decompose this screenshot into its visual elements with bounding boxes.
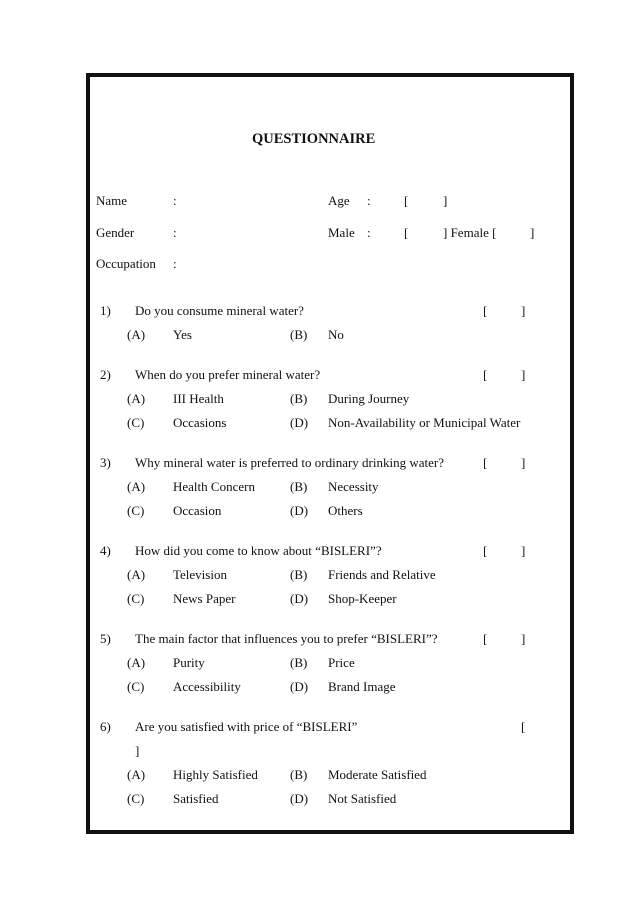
option-text[interactable]: Purity xyxy=(173,655,205,670)
option-label: (B) xyxy=(290,391,308,406)
option-text[interactable]: Satisfied xyxy=(173,791,219,806)
option-label: (D) xyxy=(290,503,309,518)
option-label: (C) xyxy=(127,679,145,694)
option-label: (D) xyxy=(290,591,309,606)
option-text[interactable]: Accessibility xyxy=(173,679,241,694)
occupation-label: Occupation xyxy=(96,256,156,271)
age-label: Age xyxy=(328,193,350,208)
gender-colon: : xyxy=(173,225,177,240)
option-text[interactable]: Price xyxy=(328,655,355,670)
question-text: Do you consume mineral water? xyxy=(135,303,304,318)
option-text[interactable]: Occasion xyxy=(173,503,222,518)
question-number: 2) xyxy=(100,367,111,382)
option-text[interactable]: Occasions xyxy=(173,415,227,430)
option-text[interactable]: Highly Satisfied xyxy=(173,767,258,782)
age-colon: : xyxy=(367,193,371,208)
question-number: 3) xyxy=(100,455,111,470)
answer-bracket-close: ] xyxy=(521,367,526,382)
option-text[interactable]: Television xyxy=(173,567,227,582)
male-label: Male xyxy=(328,225,355,240)
occupation-colon: : xyxy=(173,256,177,271)
answer-bracket-close: ] xyxy=(521,455,526,470)
answer-bracket-open[interactable]: [ xyxy=(483,631,488,646)
question-text: The main factor that influences you to prefer “BISLERI”? xyxy=(135,631,438,646)
option-label: (B) xyxy=(290,767,308,782)
option-label: (C) xyxy=(127,591,145,606)
question-number: 1) xyxy=(100,303,111,318)
option-text[interactable]: Shop-Keeper xyxy=(328,591,397,606)
option-text[interactable]: Yes xyxy=(173,327,192,342)
age-bracket-open[interactable]: [ xyxy=(404,193,409,208)
option-label: (A) xyxy=(127,327,146,342)
question-text: Are you satisfied with price of “BISLERI” xyxy=(135,719,358,734)
question-text: When do you prefer mineral water? xyxy=(135,367,321,382)
answer-bracket-open[interactable]: [ xyxy=(483,367,488,382)
option-text[interactable]: No xyxy=(328,327,344,342)
question-number: 6) xyxy=(100,719,111,734)
option-text[interactable]: Brand Image xyxy=(328,679,396,694)
answer-bracket-close: ] xyxy=(135,743,140,758)
name-colon: : xyxy=(173,193,177,208)
option-label: (B) xyxy=(290,479,308,494)
option-label: (A) xyxy=(127,655,146,670)
question-text: How did you come to know about “BISLERI”? xyxy=(135,543,382,558)
answer-bracket-open[interactable]: [ xyxy=(483,455,488,470)
option-text[interactable]: Moderate Satisfied xyxy=(328,767,427,782)
female-bracket-close: ] xyxy=(530,225,535,240)
option-label: (C) xyxy=(127,503,145,518)
answer-bracket-close: ] xyxy=(521,543,526,558)
option-label: (B) xyxy=(290,327,308,342)
option-label: (B) xyxy=(290,655,308,670)
answer-bracket-close: ] xyxy=(521,303,526,318)
option-label: (D) xyxy=(290,791,309,806)
answer-bracket-close: ] xyxy=(521,631,526,646)
option-label: (A) xyxy=(127,479,146,494)
gender-label: Gender xyxy=(96,225,135,240)
option-text[interactable]: Not Satisfied xyxy=(328,791,397,806)
option-text[interactable]: Necessity xyxy=(328,479,379,494)
answer-bracket-open[interactable]: [ xyxy=(521,719,526,734)
option-label: (A) xyxy=(127,767,146,782)
option-label: (D) xyxy=(290,679,309,694)
question-number: 4) xyxy=(100,543,111,558)
name-label: Name xyxy=(96,193,128,208)
female-text[interactable]: ] Female [ xyxy=(443,225,497,240)
option-label: (A) xyxy=(127,391,146,406)
option-label: (A) xyxy=(127,567,146,582)
option-label: (C) xyxy=(127,415,145,430)
option-text[interactable]: Non-Availability or Municipal Water xyxy=(328,415,521,430)
male-bracket-open[interactable]: [ xyxy=(404,225,409,240)
option-text[interactable]: During Journey xyxy=(328,391,410,406)
option-label: (D) xyxy=(290,415,309,430)
option-text[interactable]: III Health xyxy=(173,391,224,406)
option-text[interactable]: Others xyxy=(328,503,363,518)
option-label: (B) xyxy=(290,567,308,582)
option-text[interactable]: Health Concern xyxy=(173,479,255,494)
question-number: 5) xyxy=(100,631,111,646)
question-text: Why mineral water is preferred to ordinary drinking water? xyxy=(135,455,444,470)
option-label: (C) xyxy=(127,791,145,806)
answer-bracket-open[interactable]: [ xyxy=(483,303,488,318)
age-bracket-close: ] xyxy=(443,193,448,208)
male-colon: : xyxy=(367,225,371,240)
answer-bracket-open[interactable]: [ xyxy=(483,543,488,558)
option-text[interactable]: News Paper xyxy=(173,591,236,606)
page-title: QUESTIONNAIRE xyxy=(252,131,376,147)
option-text[interactable]: Friends and Relative xyxy=(328,567,436,582)
